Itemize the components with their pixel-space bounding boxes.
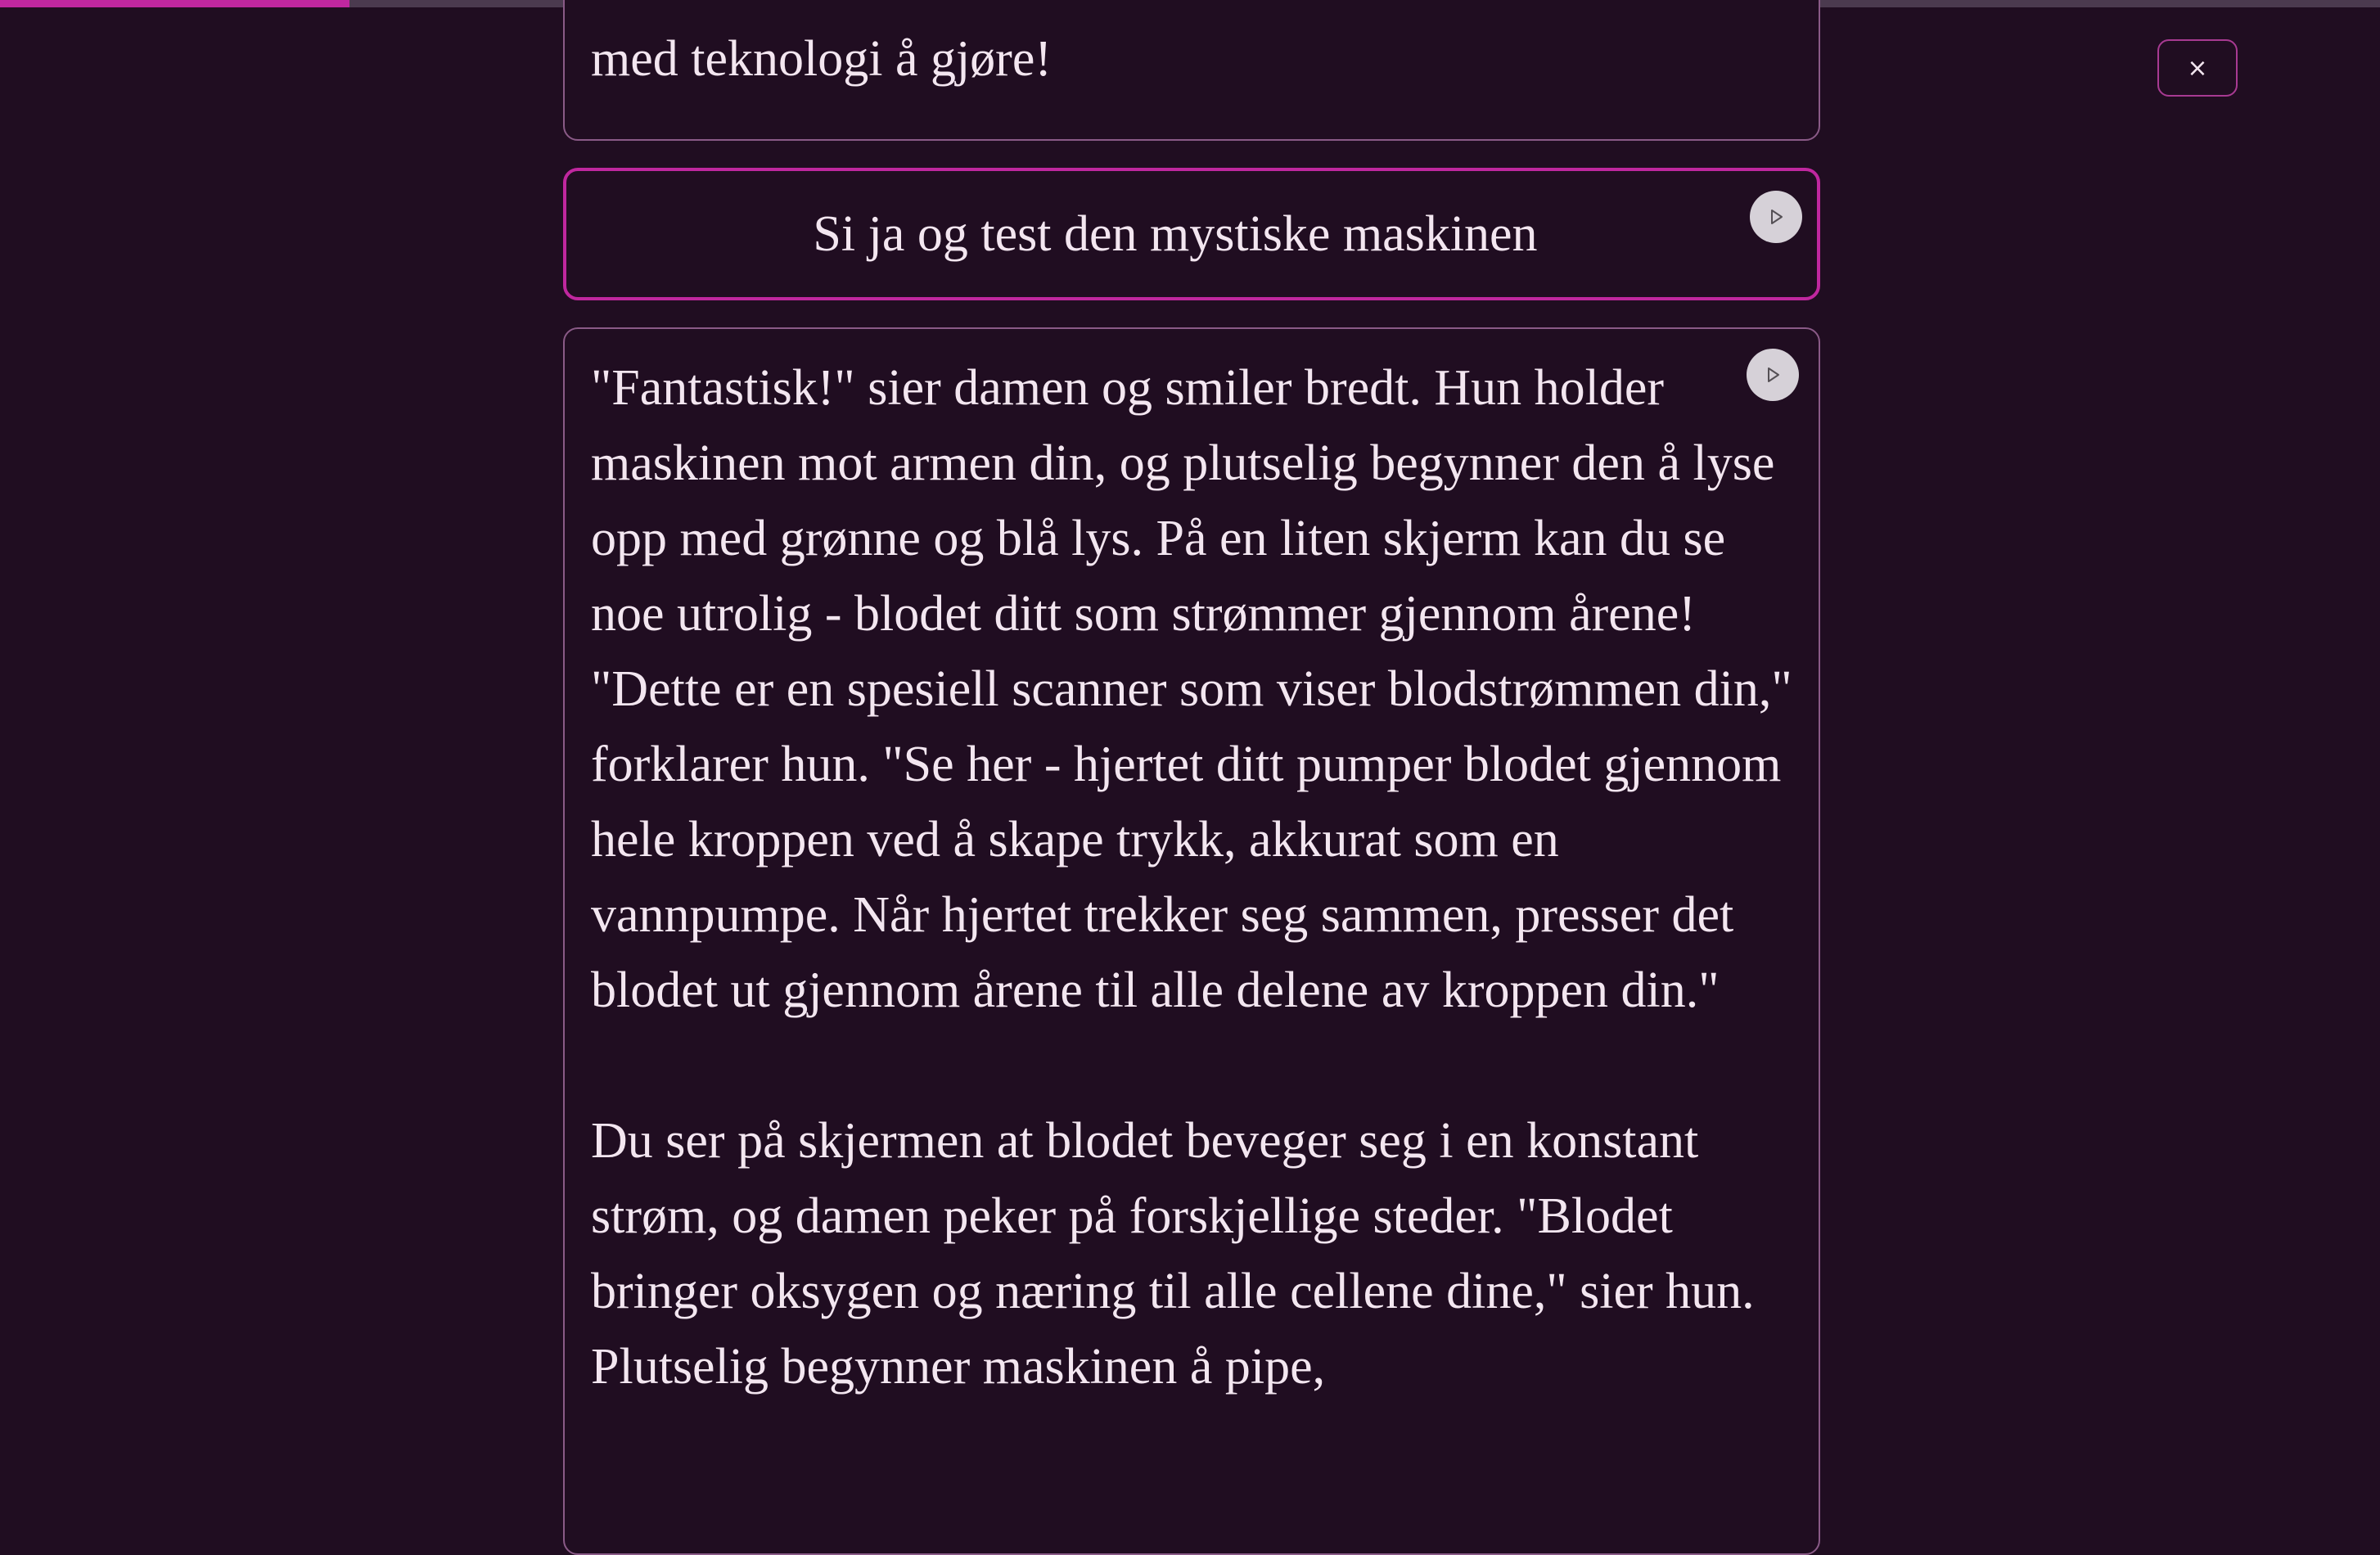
close-button[interactable] [2157,39,2238,97]
close-icon: × [2187,53,2208,83]
choice-play-audio-button[interactable] [1750,191,1802,243]
previous-story-card [563,0,1820,141]
story-paragraph: "Fantastisk!" sier damen og smiler bredt. Hun holder maskinen mot armen din, og plutselig begynner den å lyse opp med grønne og blå lys. På en liten skjerm kan du se noe utrolig - blodet ditt som strømmer gjennom årene! "Dette er en spesiell scanner som viser blodstrømmen din," forklarer hun. "Se her - hjertet ditt pumper blodet gjennom hele kroppen ved å skape trykk, akkurat som en vannpumpe. Når hjertet trekker seg sammen, presser det blodet ut gjennom årene til alle delene av kroppen din." [591,360,1792,1018]
choice-option-label: Si ja og test den mystiske maskinen [813,206,1538,262]
play-icon [1766,207,1786,227]
previous-story-text: med teknologi å gjøre! [591,31,1052,87]
story-play-audio-button[interactable] [1747,349,1799,401]
story-text [591,350,1792,1480]
story-card [563,327,1820,1555]
story-paragraph: Du ser på skjermen at blodet beveger seg i en konstant strøm, og damen peker på forskjellige steder. "Blodet bringer oksygen og næring til alle cellene dine," sier hun. Plutselig begynner maskinen å pipe, [591,1113,1755,1395]
play-icon [1763,365,1783,385]
choice-option-button[interactable] [563,168,1820,300]
progress-bar-fill [0,0,349,7]
